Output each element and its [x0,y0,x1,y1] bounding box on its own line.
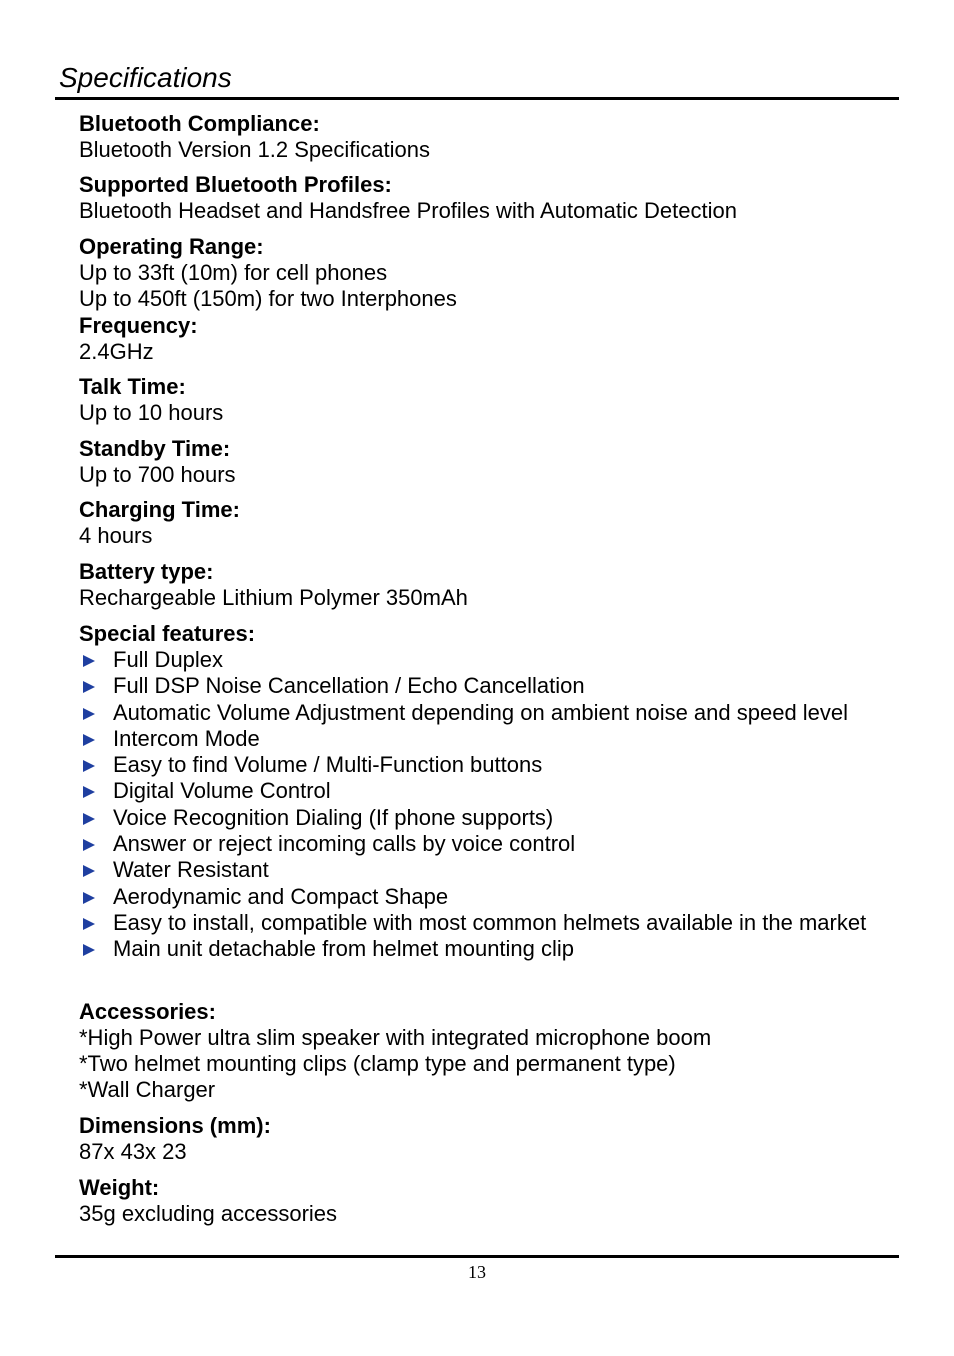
spec-label: Charging Time: [79,497,240,522]
list-item [79,673,866,699]
spec-value: *Wall Charger [79,1077,216,1102]
list-item [79,647,866,673]
spec-label: Frequency: [79,313,198,338]
spec-label: Talk Time: [79,374,186,399]
spec-value: Rechargeable Lithium Polymer 350mAh [79,585,468,610]
spec-accessories [79,999,909,1103]
spec-value: 2.4GHz [79,339,154,364]
spec-label: Operating Range: [79,234,264,259]
spec-bluetooth-compliance [79,111,909,163]
list-item [79,884,866,910]
feature-text: Intercom Mode [113,725,260,751]
spec-label: Bluetooth Compliance: [79,111,320,136]
spec-supported-profiles [79,172,909,224]
feature-text: Easy to install, compatible with most common helmets available in the market [113,909,867,935]
page-number: 13 [468,1262,486,1282]
list-item [79,857,866,883]
bullet-arrow-icon [83,734,95,746]
bullet-arrow-icon [83,892,95,904]
spec-label: Dimensions (mm): [79,1113,271,1138]
feature-text: Water Resistant [113,857,269,883]
header-rule [55,97,899,100]
feature-text: Main unit detachable from helmet mounting clip [113,936,575,962]
spec-label: Weight: [79,1175,160,1200]
list-item [79,700,866,726]
bullet-arrow-icon [83,655,95,667]
spec-label: Battery type: [79,559,214,584]
feature-text: Digital Volume Control [113,778,331,804]
bullet-arrow-icon [83,681,95,693]
feature-text: Aerodynamic and Compact Shape [113,883,449,909]
feature-text: Automatic Volume Adjustment depending on ambient noise and speed level [113,699,849,725]
bullet-arrow-icon [83,865,95,877]
spec-standby-time [79,436,909,488]
spec-talk-time [79,374,909,426]
spec-frequency [79,313,909,365]
spec-value: Up to 450ft (150m) for two Interphones [79,286,457,311]
spec-value: 87x 43x 23 [79,1139,187,1164]
spec-value: Bluetooth Version 1.2 Specifications [79,137,431,162]
special-features-list [79,647,866,963]
footer-rule [55,1255,899,1258]
list-item [79,805,866,831]
spec-value: 35g excluding accessories [79,1201,338,1226]
feature-text: Answer or reject incoming calls by voice control [113,831,576,857]
bullet-arrow-icon [83,813,95,825]
bullet-arrow-icon [83,944,95,956]
list-item [79,936,866,962]
spec-weight [79,1175,909,1227]
spec-dimensions [79,1113,909,1165]
spec-battery-type [79,559,909,611]
list-item [79,778,866,804]
feature-text: Voice Recognition Dialing (If phone supports) [113,804,554,830]
bullet-arrow-icon [83,760,95,772]
spec-value: Bluetooth Headset and Handsfree Profiles with Automatic Detection [79,198,737,223]
list-item [79,726,866,752]
spec-value: Up to 10 hours [79,400,224,425]
list-item [79,752,866,778]
spec-value: Up to 33ft (10m) for cell phones [79,260,388,285]
spec-operating-range [79,234,909,312]
list-item [79,910,866,936]
bullet-arrow-icon [83,786,95,798]
bullet-arrow-icon [83,708,95,720]
spec-value: *High Power ultra slim speaker with integrated microphone boom [79,1025,712,1050]
bullet-arrow-icon [83,918,95,930]
spec-charging-time [79,497,909,549]
spec-label: Supported Bluetooth Profiles: [79,172,392,197]
spec-label: Standby Time: [79,436,231,461]
bullet-arrow-icon [83,839,95,851]
feature-text: Full DSP Noise Cancellation / Echo Cancellation [113,673,585,699]
spec-value: 4 hours [79,523,153,548]
feature-text: Full Duplex [113,647,224,672]
spec-label: Special features: [79,621,256,646]
spec-value: *Two helmet mounting clips (clamp type and permanent type) [79,1051,676,1076]
spec-special-features [79,621,909,647]
list-item [79,831,866,857]
page-title: Specifications [59,62,232,93]
spec-value: Up to 700 hours [79,462,236,487]
spec-label: Accessories: [79,999,216,1024]
feature-text: Easy to find Volume / Multi-Function buttons [113,752,543,778]
